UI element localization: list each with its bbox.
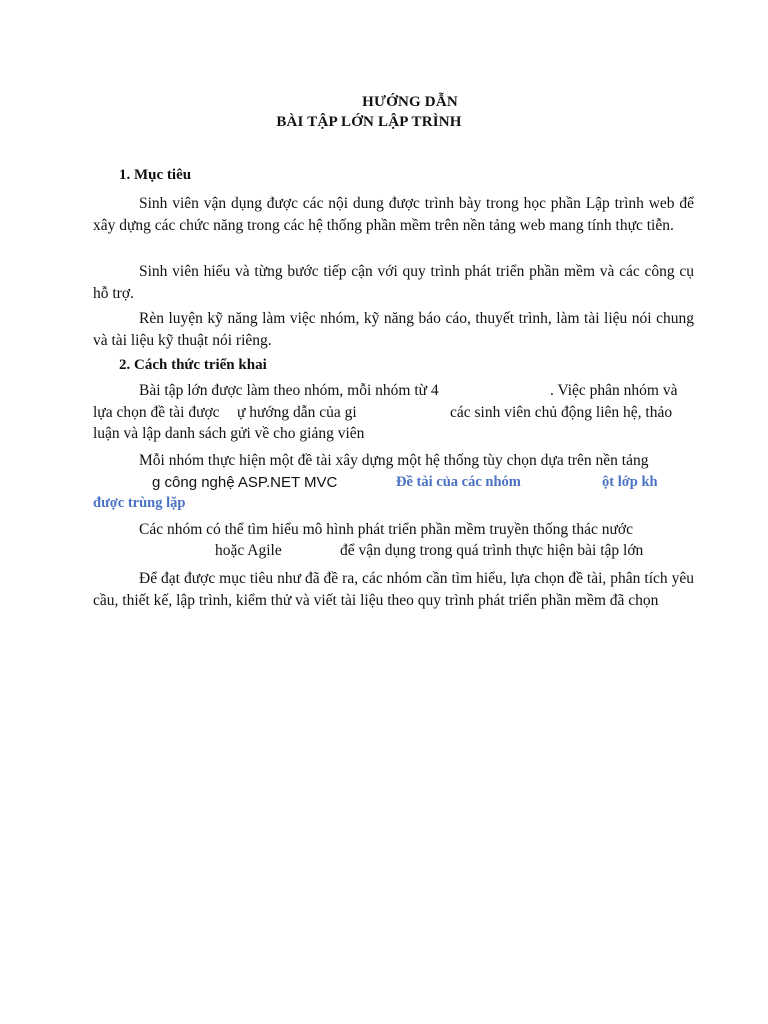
section1-paragraph-2: Sinh viên hiểu và từng bước tiếp cận với quy trình phát triển phần mềm và các công cụ hỗ trợ. bbox=[93, 263, 694, 302]
s2-p1-line1-start: Bài tập lớn được làm theo nhóm, mỗi nhóm từ 4 bbox=[139, 382, 439, 399]
doc-title-line1: HƯỚNG DẪN bbox=[362, 94, 458, 110]
section1-paragraph-3: Rèn luyện kỹ năng làm việc nhóm, kỹ năng báo cáo, thuyết trình, làm tài liệu nói chung và tài liệu kỹ thuật nói riêng. bbox=[93, 310, 694, 349]
s2-p2-line2-highlight: Đề tài của các nhóm bbox=[396, 474, 521, 490]
s2-p1-line2-start: lựa chọn đề tài được bbox=[93, 404, 220, 421]
section2-heading: 2. Cách thức triển khai bbox=[119, 357, 267, 373]
s2-p1-line2-mid: ự hướng dẫn của gi bbox=[237, 404, 357, 421]
s2-p3-line1: Các nhóm có thể tìm hiểu mô hình phát triển phần mềm truyền thống thác nước bbox=[139, 521, 633, 538]
s2-p2-line2-start: g công nghệ ASP.NET MVC bbox=[152, 474, 338, 491]
s2-p1-line3: luận và lập danh sách gửi về cho giảng viên bbox=[93, 425, 365, 442]
s2-p3-line2-end: để vận dụng trong quá trình thực hiện bài tập lớn bbox=[340, 542, 644, 559]
s2-p1-line2-end: các sinh viên chủ động liên hệ, thảo bbox=[450, 404, 673, 421]
s2-p2-line2-highlight-end: ột lớp kh bbox=[602, 474, 658, 490]
s2-p2-line3-highlight: được trùng lặp bbox=[93, 495, 186, 511]
s2-p1-line1-end: . Việc phân nhóm và bbox=[550, 382, 678, 399]
s2-p3-line2-start: hoặc Agile bbox=[215, 542, 282, 559]
section1-heading: 1. Mục tiêu bbox=[119, 167, 192, 183]
s2-p2-line1: Mỗi nhóm thực hiện một đề tài xây dựng một hệ thống tùy chọn dựa trên nền tảng bbox=[139, 452, 649, 469]
section1-paragraph-1: Sinh viên vận dụng được các nội dung được trình bày trong học phần Lập trình web để xây dựng các chức năng trong các hệ thống phần mềm trên nền tảng web mang tính thực tiễn. bbox=[93, 195, 694, 234]
doc-title-line2: BÀI TẬP LỚN LẬP TRÌNH bbox=[276, 114, 462, 130]
s2-paragraph-4: Để đạt được mục tiêu như đã đề ra, các nhóm cần tìm hiểu, lựa chọn đề tài, phân tích yêu cầu, thiết kế, lập trình, kiểm thử và viết tài liệu theo quy trình phát triển phần mềm đã chọn bbox=[93, 570, 694, 609]
